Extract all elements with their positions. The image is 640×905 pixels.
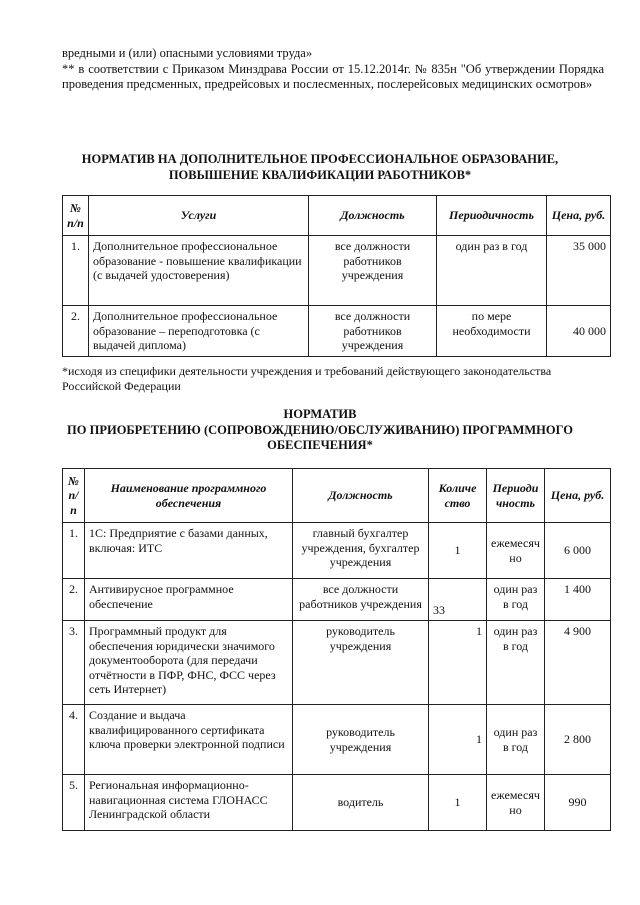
table-header-row (63, 469, 611, 523)
col-header-num: № п/ п (63, 469, 85, 523)
col-header-qty: Количе ство (429, 469, 487, 523)
row-position: водитель (293, 775, 429, 831)
row-position: руководитель учреждения (293, 705, 429, 775)
row-price: 35 000 (547, 236, 611, 306)
row-position: все должности работников учреждения (293, 579, 429, 621)
software-table (62, 468, 611, 831)
row-num: 2. (63, 306, 89, 357)
row-period: один раз в год (487, 705, 545, 775)
row-name: Региональная информационно-навигационная система ГЛОНАСС Ленинградской области (85, 775, 293, 831)
table-row (63, 621, 611, 705)
row-num: 1. (63, 236, 89, 306)
col-header-period: Периодичность (437, 196, 547, 236)
row-num: 3. (63, 621, 85, 705)
row-period: один раз в год (437, 236, 547, 306)
row-qty: 1 (429, 621, 487, 705)
row-qty: 1 (429, 775, 487, 831)
table-header-row (63, 196, 611, 236)
table-row (63, 523, 611, 579)
row-period: ежемесяч но (487, 523, 545, 579)
col-header-position: Должность (309, 196, 437, 236)
table-row (63, 775, 611, 831)
row-price: 1 400 (545, 579, 611, 621)
row-price: 40 000 (547, 306, 611, 357)
col-header-position: Должность (293, 469, 429, 523)
col-header-name: Наименование программного обеспечения (85, 469, 293, 523)
section2-title (40, 407, 600, 454)
row-position: все должности работников учреждения (309, 306, 437, 357)
row-name: Программный продукт для обеспечения юридически значимого документооборота (для передачи отчётности в ПФР, ФНС, ФСС через сеть Интернет) (85, 621, 293, 705)
row-position: руководитель учреждения (293, 621, 429, 705)
row-name: Антивирусное программное обеспечение (85, 579, 293, 621)
row-qty: 1 (429, 705, 487, 775)
intro-line-2: ** в соответствии с Приказом Минздрава России от 15.12.2014г. № 835н "Об утверждении Порядка проведения предсменных, предрейсовых и послесменных, послерейсовых медицинских осмотров» (62, 61, 604, 91)
col-header-price: Цена, руб. (545, 469, 611, 523)
row-service: Дополнительное профессиональное образование - повышение квалификации (с выдачей удостоверения) (89, 236, 309, 306)
section1-footnote: *исходя из специфики деятельности учреждения и требований действующего законодательства Российской Федерации (62, 364, 552, 393)
row-period: по мере необходимости (437, 306, 547, 357)
row-position: главный бухгалтер учреждения, бухгалтер учреждения (293, 523, 429, 579)
intro-line-1: вредными и (или) опасными условиями труда» (62, 46, 313, 60)
intro-text (62, 46, 604, 93)
row-service: Дополнительное профессиональное образование – переподготовка (с выдачей диплома) (89, 306, 309, 357)
col-header-period: Периоди чность (487, 469, 545, 523)
row-price: 990 (545, 775, 611, 831)
section2-title-line3: ОБЕСПЕЧЕНИЯ* (267, 438, 373, 452)
row-period: один раз в год (487, 621, 545, 705)
table-row (63, 236, 611, 306)
col-header-price: Цена, руб. (547, 196, 611, 236)
col-header-service: Услуги (89, 196, 309, 236)
row-qty: 1 (429, 523, 487, 579)
row-position: все должности работников учреждения (309, 236, 437, 306)
section2-title-line1: НОРМАТИВ (283, 407, 357, 421)
row-name: 1С: Предприятие с базами данных, включая: ИТС (85, 523, 293, 579)
row-price: 6 000 (545, 523, 611, 579)
education-table (62, 195, 611, 357)
section1-title-line2: ПОВЫШЕНИЕ КВАЛИФИКАЦИИ РАБОТНИКОВ* (168, 167, 472, 182)
row-num: 5. (63, 775, 85, 831)
row-num: 1. (63, 523, 85, 579)
row-period: один раз в год (487, 579, 545, 621)
row-qty: 33 (429, 579, 487, 621)
row-name: Создание и выдача квалифицированного сертификата ключа проверки электронной подписи (85, 705, 293, 775)
col-header-num: № п/п (63, 196, 89, 236)
section1-title (40, 152, 600, 183)
row-period: ежемесяч но (487, 775, 545, 831)
row-price: 4 900 (545, 621, 611, 705)
table-row (63, 705, 611, 775)
row-price: 2 800 (545, 705, 611, 775)
table-row (63, 579, 611, 621)
section2-title-line2: ПО ПРИОБРЕТЕНИЮ (СОПРОВОЖДЕНИЮ/ОБСЛУЖИВАНИЮ) ПРОГРАММНОГО (67, 422, 573, 437)
row-num: 2. (63, 579, 85, 621)
section1-title-line1: НОРМАТИВ НА ДОПОЛНИТЕЛЬНОЕ ПРОФЕССИОНАЛЬНОЕ ОБРАЗОВАНИЕ, (81, 152, 559, 166)
row-num: 4. (63, 705, 85, 775)
table-row (63, 306, 611, 357)
